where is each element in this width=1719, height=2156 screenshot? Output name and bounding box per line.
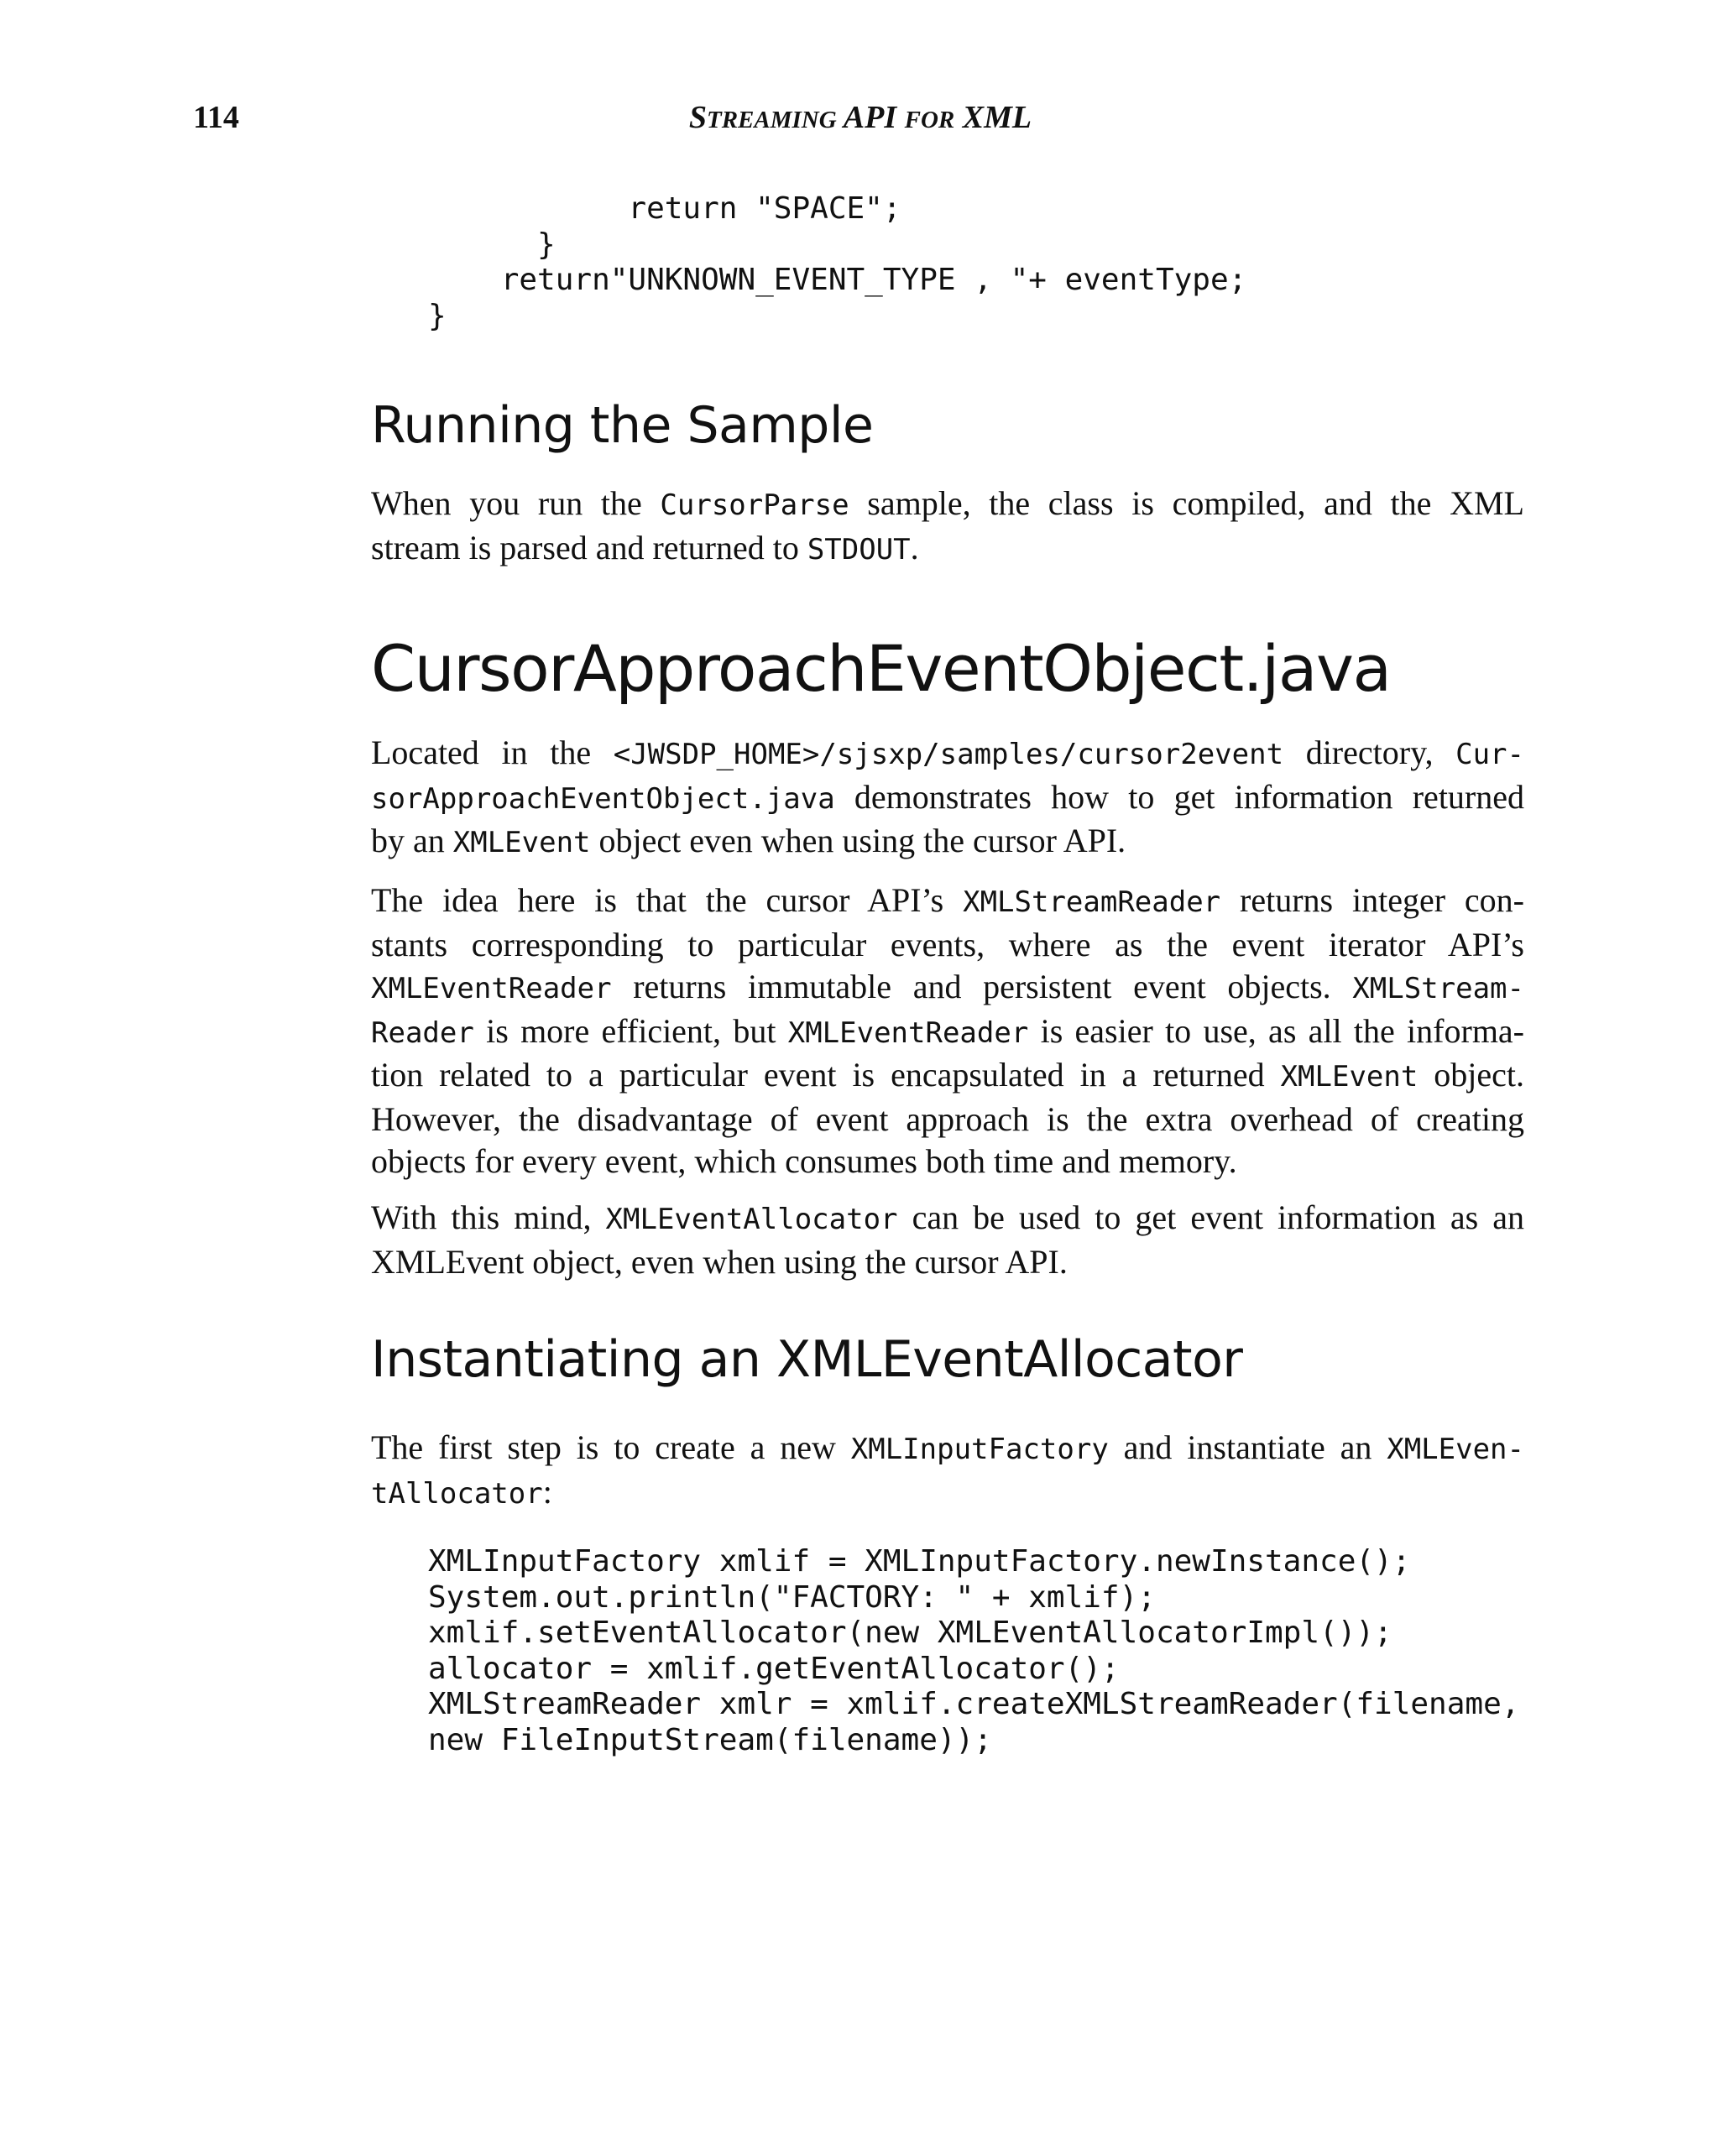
running-title-text: STREAMING API FOR XML: [688, 100, 1032, 135]
heading-cursor-approach: CursorApproachEventObject.java: [371, 631, 1391, 706]
heading-instantiating: Instantiating an XMLEventAllocator: [371, 1330, 1243, 1389]
paragraph-with-this-mind: With this mind, XMLEventAllocator can be used to get event information as an XMLEvent object, even when using the cursor API.: [371, 1198, 1524, 1281]
code-line: return"UNKNOWN_EVENT_TYPE , "+ eventType;: [428, 263, 1247, 297]
code-line: return "SPACE";: [428, 191, 901, 226]
code-line: new FileInputStream(filename));: [428, 1722, 992, 1757]
code-block-allocator: [428, 1544, 1519, 1758]
code-line: allocator = xmlif.getEventAllocator();: [428, 1651, 1120, 1686]
code-line: System.out.println("FACTORY: " + xmlif);: [428, 1579, 1156, 1615]
code-line: XMLInputFactory xmlif = XMLInputFactory.newInstance();: [428, 1544, 1411, 1579]
code-line: }: [428, 227, 556, 262]
running-title: [193, 99, 1528, 136]
paragraph-first-step: The first step is to create a new XMLInputFactory and instantiate an XMLEven- tAllocator:: [371, 1428, 1524, 1511]
code-line: xmlif.setEventAllocator(new XMLEventAllocatorImpl());: [428, 1616, 1392, 1650]
paragraph-located: Located in the <JWSDP_HOME>/sjsxp/samples/cursor2event directory, Cur- sorApproachEventObject.java demonstrates how to get information returned by an XMLEvent object even when using the cursor API.: [371, 733, 1524, 859]
page-number: 114: [193, 100, 239, 135]
code-line: }: [428, 298, 447, 333]
running-header: [193, 99, 1528, 141]
heading-running-the-sample: Running the Sample: [371, 396, 874, 455]
code-block-top: [428, 191, 1246, 334]
paragraph-idea: The idea here is that the cursor API’s XMLStreamReader returns integer con- stants corresponding to particular events, where as the event iterator API’s XMLEventReader returns immutable and persistent event objects. XMLStream- Reader is more efficient, but XMLEventReader is easier to use, as all the informa- tion related to a particular event is encapsulated in a returned XMLEvent object. However, the disadvantage of event approach is the extra overhead of creating objects for every event, which consumes both time and memory.: [371, 881, 1525, 1180]
paragraph-running-sample: When you run the CursorParse sample, the class is compiled, and the XML stream is parsed and returned to STDOUT.: [371, 484, 1524, 566]
code-line: XMLStreamReader xmlr = xmlif.createXMLStreamReader(filename,: [428, 1687, 1520, 1721]
